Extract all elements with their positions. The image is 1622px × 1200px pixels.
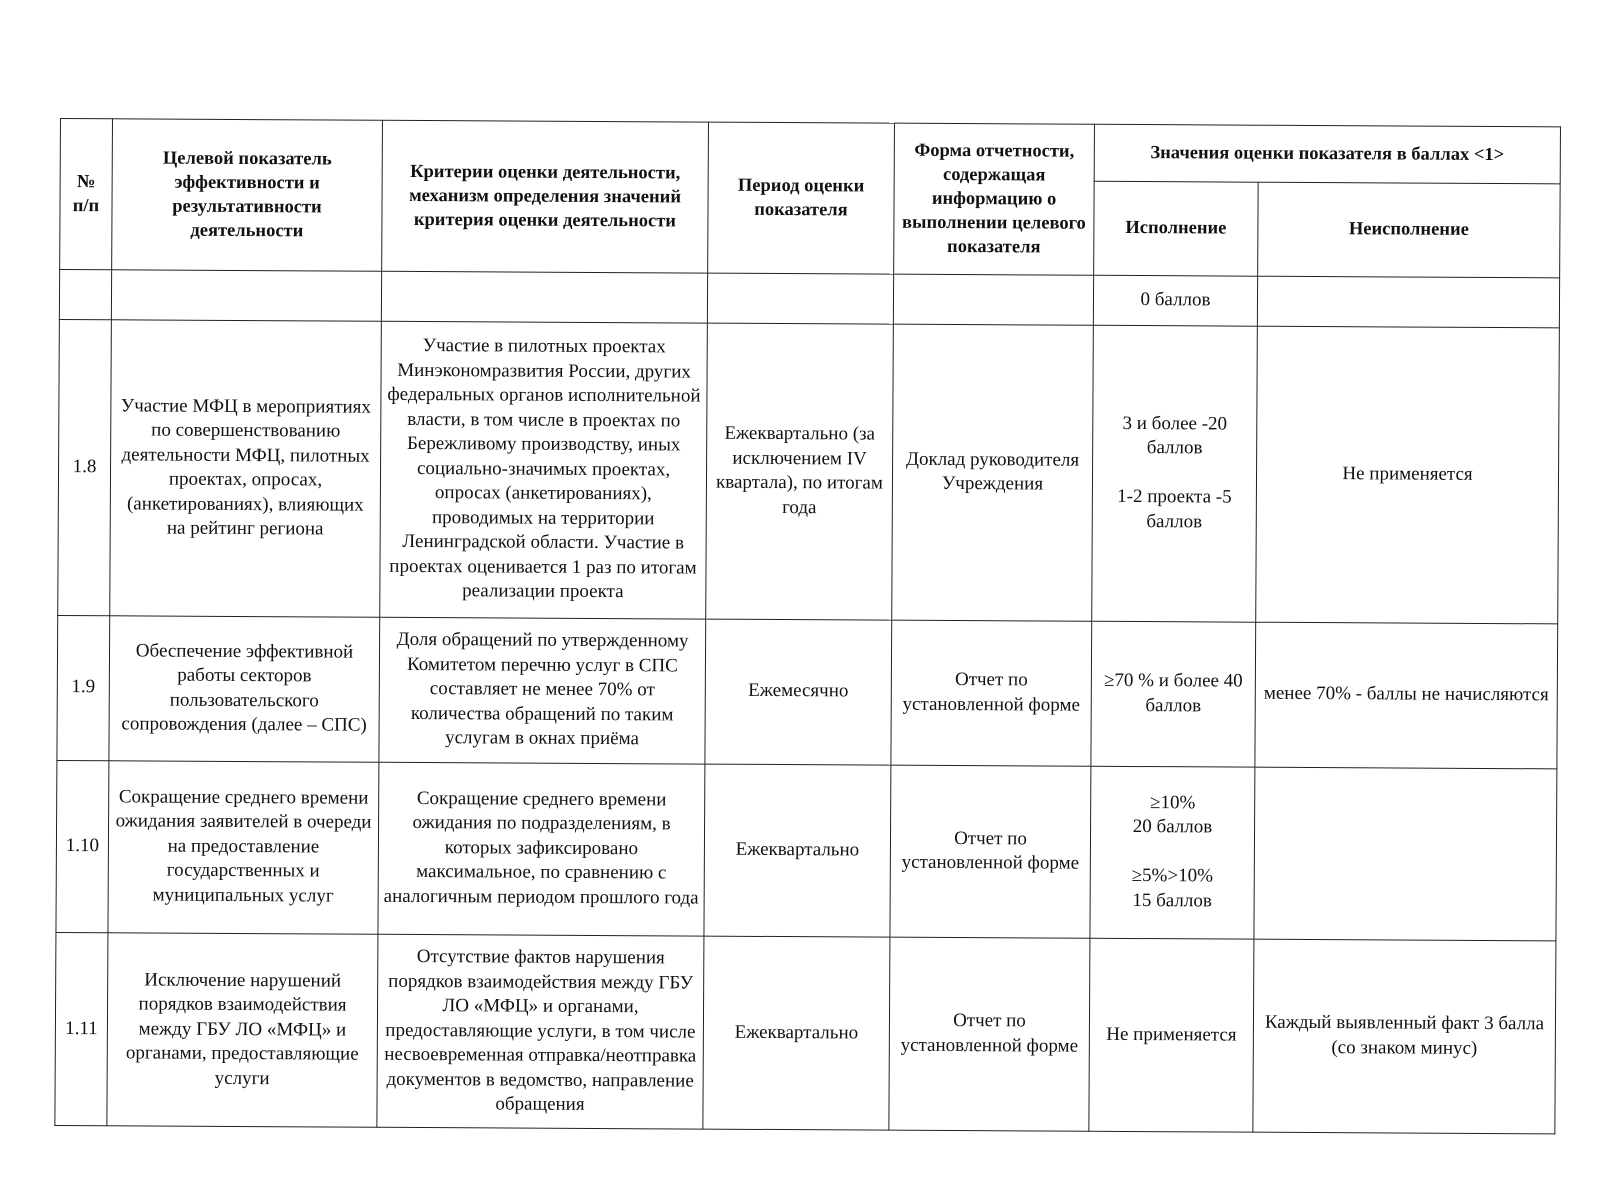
continuation-execution: 0 баллов bbox=[1093, 275, 1257, 325]
cell-empty bbox=[59, 270, 111, 320]
row-report-form: Отчет по установленной форме bbox=[890, 765, 1091, 938]
cell-empty bbox=[111, 270, 381, 321]
row-num: 1.9 bbox=[57, 615, 110, 760]
header-report-form: Форма отчетности, содержащая информацию о выполнении целевого показателя bbox=[894, 123, 1095, 275]
row-execution: ≥70 % и более 40 баллов bbox=[1091, 621, 1256, 767]
row-execution: 3 и более -20 баллов 1-2 проекта -5 баллов bbox=[1092, 325, 1258, 622]
row-execution: ≥10% 20 баллов ≥5%>10% 15 баллов bbox=[1090, 766, 1255, 939]
row-execution: Не применяется bbox=[1089, 938, 1254, 1132]
row-indicator: Сокращение среднего времени ожидания заявителей в очереди на предоставление государственных и муниципальных услуг bbox=[108, 760, 379, 934]
indicators-table bbox=[54, 118, 1561, 1134]
cell-empty bbox=[381, 271, 707, 322]
header-row-1 bbox=[60, 119, 1560, 184]
row-criteria: Доля обращений по утвержденному Комитетом перечню услуг в СПС составляет не менее 70% от количества обращений по таким услугам в окнах приёма bbox=[379, 617, 706, 764]
table-row bbox=[56, 760, 1557, 941]
row-indicator: Обеспечение эффективной работы секторов пользовательского сопровождения (далее – СПС) bbox=[109, 615, 380, 761]
cell-empty bbox=[893, 274, 1093, 324]
table-row bbox=[57, 615, 1558, 768]
header-score-group: Значения оценки показателя в баллах <1> bbox=[1094, 124, 1560, 183]
row-report-form: Доклад руководителя Учреждения bbox=[892, 324, 1094, 621]
row-period: Ежемесячно bbox=[705, 619, 892, 765]
header-non-execution: Неисполнение bbox=[1258, 182, 1561, 278]
row-criteria: Сокращение среднего времени ожидания по подразделениям, в которых зафиксировано максимальное, по сравнению с аналогичным периодом прошлого года bbox=[378, 762, 705, 936]
cell-empty bbox=[1257, 276, 1559, 327]
row-indicator: Исключение нарушений порядков взаимодействия между ГБУ ЛО «МФЦ» и органами, предоставляющие услуги bbox=[107, 933, 378, 1128]
header-period: Период оценки показателя bbox=[708, 122, 895, 274]
row-non-execution bbox=[1254, 767, 1557, 941]
header-criteria: Критерии оценки деятельности, механизм определения значений критерия оценки деятельности bbox=[382, 120, 709, 273]
row-non-execution: менее 70% - баллы не начисляются bbox=[1255, 622, 1558, 769]
header-execution: Исполнение bbox=[1094, 181, 1259, 276]
row-report-form: Отчет по установленной форме bbox=[891, 620, 1092, 766]
header-indicator: Целевой показатель эффективности и результативности деятельности bbox=[112, 119, 383, 272]
row-criteria: Участие в пилотных проектах Минэкономразвития России, других федеральных органов исполнительной власти, в том числе в проектах по Бережливому производству, иных социально-значимых проектах, опросах (анкетированиях), проводимых на территории Ленинградской области. Участие в проектах оценивается 1 раз по итогам реализации проекта bbox=[380, 321, 708, 619]
row-criteria: Отсутствие фактов нарушения порядков взаимодействия между ГБУ ЛО «МФЦ» и органами, предоставляющие услуги, в том числе несвоевременная отправка/неотправка документов в ведомство, направление обращения bbox=[377, 934, 704, 1129]
row-num: 1.10 bbox=[56, 760, 109, 932]
continuation-row bbox=[59, 270, 1559, 328]
row-num: 1.8 bbox=[58, 319, 112, 615]
row-period: Ежеквартально bbox=[704, 764, 891, 937]
row-indicator: Участие МФЦ в мероприятиях по совершенствованию деятельности МФЦ, пилотных проектах, опросах, (анкетированиях), влияющих на рейтинг региона bbox=[110, 319, 382, 617]
header-num: № п/п bbox=[60, 119, 113, 270]
row-non-execution: Не применяется bbox=[1256, 326, 1560, 624]
row-period: Ежеквартально (за исключением IV квартала), по итогам года bbox=[706, 323, 894, 620]
cell-empty bbox=[707, 273, 893, 323]
table-row bbox=[58, 319, 1560, 623]
row-num: 1.11 bbox=[55, 932, 108, 1126]
table-row bbox=[55, 932, 1556, 1134]
row-period: Ежеквартально bbox=[703, 936, 890, 1130]
row-non-execution: Каждый выявленный факт 3 балла (со знаком минус) bbox=[1253, 939, 1556, 1134]
row-report-form: Отчет по установленной форме bbox=[889, 937, 1090, 1131]
